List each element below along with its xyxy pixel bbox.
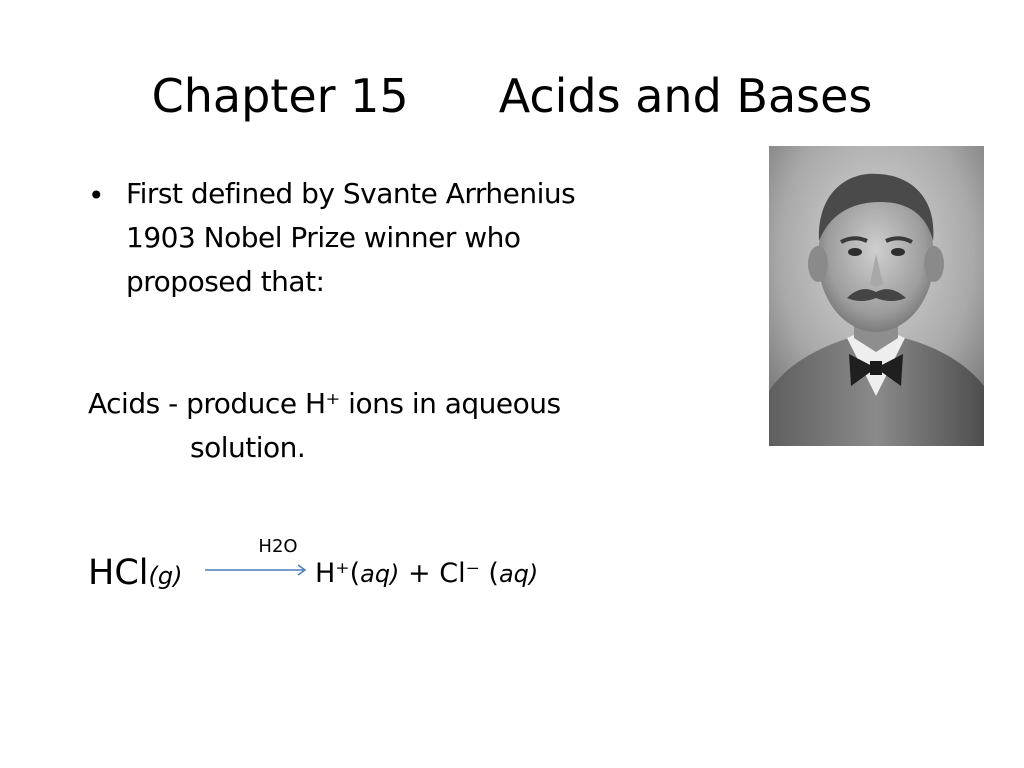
product-hydrogen: H⁺ [315, 558, 350, 589]
title-chapter: Chapter 15 [151, 69, 409, 123]
product-chloride-paren: ( [479, 558, 499, 589]
reactant-formula: HCl [88, 553, 149, 593]
slide-title [0, 66, 1024, 126]
product-chloride: Cl⁻ [439, 558, 480, 589]
reactant-phase: (g) [148, 562, 183, 590]
acids-definition [88, 382, 708, 470]
title-topic: Acids and Bases [498, 69, 873, 123]
product-hydrogen-paren: ( [349, 558, 361, 589]
reaction-arrow-icon [205, 562, 309, 578]
bullet-item [88, 172, 688, 304]
product-hydrogen-phase: aq) [360, 560, 400, 588]
product-chloride-phase: aq) [498, 560, 539, 588]
bullet-marker: • [88, 179, 105, 212]
plus-sign: + [399, 558, 440, 589]
reactant [88, 548, 182, 601]
acids-definition-line1: Acids - produce H⁺ ions in aqueous [88, 387, 561, 420]
products [315, 554, 538, 594]
arrhenius-portrait-photo [769, 146, 984, 446]
bullet-text: First defined by Svante Arrhenius 1903 Nobel Prize winner who proposed that: [126, 177, 576, 298]
arrow-label: H2O [258, 536, 298, 557]
acids-definition-line2: solution. [190, 431, 306, 464]
chemical-equation [88, 536, 608, 598]
